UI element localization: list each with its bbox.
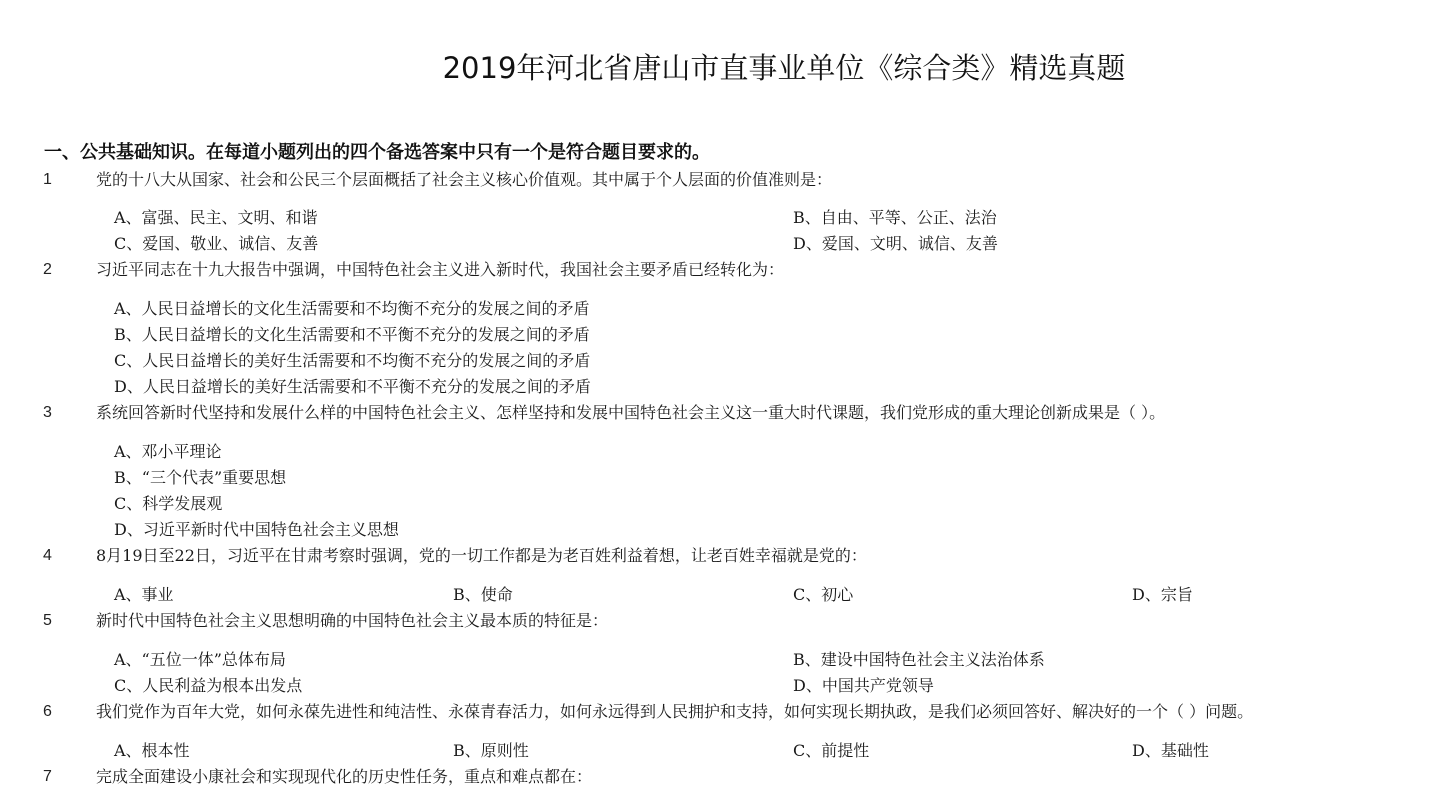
option-b: B、原则性 — [453, 741, 529, 760]
question-stem: 习近平同志在十九大报告中强调，中国特色社会主义进入新时代，我国社会主要矛盾已经转化为： — [96, 260, 785, 279]
option-d: D、宗旨 — [1132, 585, 1193, 604]
option-c: C、人民日益增长的美好生活需要和不均衡不充分的发展之间的矛盾 — [114, 351, 591, 370]
question-number: 5 — [43, 612, 52, 629]
question-number: 2 — [43, 261, 52, 278]
option-a: A、人民日益增长的文化生活需要和不均衡不充分的发展之间的矛盾 — [114, 299, 590, 318]
option-b: B、使命 — [453, 585, 513, 604]
option-c: C、初心 — [793, 585, 854, 604]
option-b: B、“三个代表”重要思想 — [114, 468, 287, 487]
option-b: B、建设中国特色社会主义法治体系 — [793, 650, 1045, 669]
question-number: 3 — [43, 404, 52, 421]
question-stem: 完成全面建设小康社会和实现现代化的历史性任务，重点和难点都在： — [96, 767, 593, 786]
option-d: D、人民日益增长的美好生活需要和不平衡不充分的发展之间的矛盾 — [114, 377, 591, 396]
page-title: 2019年河北省唐山市直事业单位《综合类》精选真题 — [442, 51, 1126, 85]
option-c: C、人民利益为根本出发点 — [114, 676, 303, 695]
option-a: A、根本性 — [114, 741, 190, 760]
question-number: 4 — [43, 547, 52, 564]
option-d: D、习近平新时代中国特色社会主义思想 — [114, 520, 399, 539]
question-stem: 新时代中国特色社会主义思想明确的中国特色社会主义最本质的特征是： — [96, 611, 609, 630]
option-d: D、基础性 — [1132, 741, 1209, 760]
option-d: D、爱国、文明、诚信、友善 — [793, 234, 998, 253]
option-a: A、“五位一体”总体布局 — [114, 650, 286, 669]
option-b: B、人民日益增长的文化生活需要和不平衡不充分的发展之间的矛盾 — [114, 325, 590, 344]
option-a: A、富强、民主、文明、和谐 — [114, 208, 318, 227]
question-number: 6 — [43, 703, 52, 720]
section-heading: 一、公共基础知识。在每道小题列出的四个备选答案中只有一个是符合题目要求的。 — [44, 142, 710, 163]
option-c: C、爱国、敬业、诚信、友善 — [114, 234, 319, 253]
question-stem: 系统回答新时代坚持和发展什么样的中国特色社会主义、怎样坚持和发展中国特色社会主义这一重大时代课题，我们党形成的重大理论创新成果是（ ）。 — [96, 403, 1166, 422]
option-a: A、事业 — [114, 585, 174, 604]
question-number: 7 — [43, 768, 52, 785]
question-stem: 我们党作为百年大党，如何永葆先进性和纯洁性、永葆青春活力，如何永远得到人民拥护和支持，如何实现长期执政，是我们必须回答好、解决好的一个（ ）问题。 — [96, 702, 1254, 721]
option-d: D、中国共产党领导 — [793, 676, 934, 695]
question-stem: 8月19日至22日，习近平在甘肃考察时强调，党的一切工作都是为老百姓利益着想，让老百姓幸福就是党的： — [96, 546, 867, 565]
question-stem: 党的十八大从国家、社会和公民三个层面概括了社会主义核心价值观。其中属于个人层面的价值准则是： — [96, 170, 833, 189]
option-b: B、自由、平等、公正、法治 — [793, 208, 997, 227]
option-c: C、科学发展观 — [114, 494, 223, 513]
option-c: C、前提性 — [793, 741, 870, 760]
question-number: 1 — [43, 171, 52, 188]
option-a: A、邓小平理论 — [114, 442, 222, 461]
